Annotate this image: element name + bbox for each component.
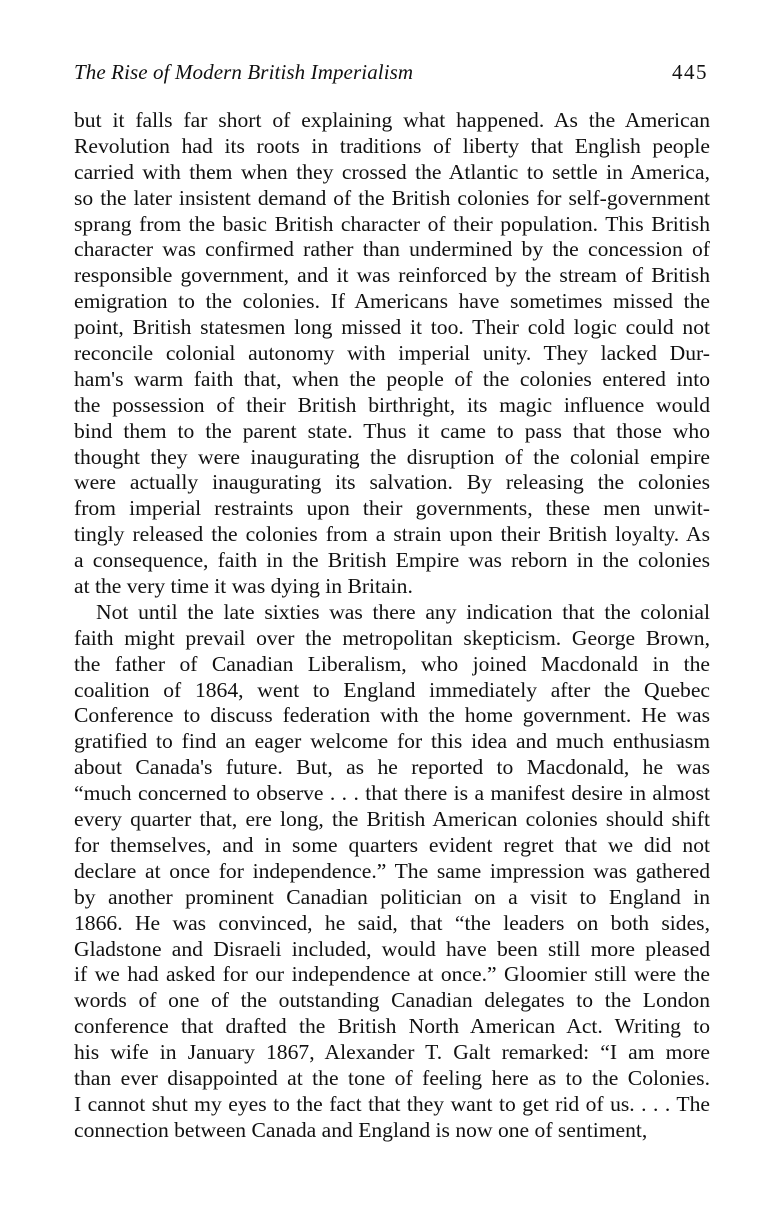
text-line: about Canada's future. But, as he reported to Macdonald, he was [74, 755, 710, 780]
text-line: connection between Canada and England is now one of sentiment, [74, 1117, 648, 1142]
text-line: the father of Canadian Liberalism, who joined Macdonald in the [74, 651, 710, 676]
text-line: words of one of the outstanding Canadian delegates to the London [74, 988, 710, 1013]
text-line: I cannot shut my eyes to the fact that they want to get rid of us. . . . The [74, 1091, 710, 1116]
text-line: from imperial restraints upon their governments, these men unwit- [74, 496, 710, 521]
paragraph [74, 600, 710, 1144]
text-line: point, British statesmen long missed it too. Their cold logic could not [74, 315, 710, 340]
text-line: thought they were inaugurating the disruption of the colonial empire [74, 444, 710, 469]
text-line: responsible government, and it was reinforced by the stream of British [74, 263, 710, 288]
text-line: character was confirmed rather than undermined by the concession of [74, 237, 710, 262]
text-line: than ever disappointed at the tone of feeling here as to the Colonies. [74, 1065, 710, 1090]
text-line: at the very time it was dying in Britain. [74, 574, 413, 599]
text-line: sprang from the basic British character of their population. This British [74, 211, 710, 236]
running-head [74, 60, 710, 94]
text-line: if we had asked for our independence at once.” Gloomier still were the [74, 962, 710, 987]
text-line: reconcile colonial autonomy with imperial unity. They lacked Dur- [74, 341, 710, 366]
text-line: so the later insistent demand of the British colonies for self-government [74, 185, 710, 210]
paragraph [74, 108, 710, 600]
text-line: carried with them when they crossed the Atlantic to settle in America, [74, 159, 710, 184]
text-line: conference that drafted the British North American Act. Writing to [74, 1014, 710, 1039]
text-line: every quarter that, ere long, the British American colonies should shift [74, 807, 710, 832]
text-line: for themselves, and in some quarters evident regret that we did not [74, 832, 710, 857]
text-line: the possession of their British birthright, its magic influence would [74, 392, 710, 417]
text-line: Gladstone and Disraeli included, would have been still more pleased [74, 936, 710, 961]
text-line: were actually inaugurating its salvation. By releasing the colonies [74, 470, 710, 495]
text-line: bind them to the parent state. Thus it came to pass that those who [74, 418, 710, 443]
text-line: 1866. He was convinced, he said, that “the leaders on both sides, [74, 910, 710, 935]
text-line: by another prominent Canadian politician on a visit to England in [74, 884, 710, 909]
text-line: faith might prevail over the metropolitan skepticism. George Brown, [74, 625, 710, 650]
text-line: Not until the late sixties was there any indication that the colonial [96, 599, 710, 624]
text-line: declare at once for independence.” The same impression was gathered [74, 858, 710, 883]
text-line: emigration to the colonies. If Americans have sometimes missed the [74, 289, 710, 314]
text-line: Revolution had its roots in traditions of liberty that English people [74, 133, 710, 158]
page-number: 445 [672, 60, 708, 84]
book-page [74, 60, 710, 1144]
text-line: but it falls far short of explaining what happened. As the American [74, 108, 710, 132]
running-title: The Rise of Modern British Imperialism [74, 60, 414, 84]
text-line: tingly released the colonies from a strain upon their British loyalty. As [74, 522, 710, 547]
text-line: a consequence, faith in the British Empire was reborn in the colonies [74, 548, 710, 573]
text-line: his wife in January 1867, Alexander T. Galt remarked: “I am more [74, 1040, 710, 1065]
text-line: coalition of 1864, went to England immediately after the Quebec [74, 677, 710, 702]
text-line: ham's warm faith that, when the people of the colonies entered into [74, 366, 710, 391]
text-line: gratified to find an eager welcome for this idea and much enthusiasm [74, 729, 710, 754]
body-text [74, 108, 710, 1144]
text-line: Conference to discuss federation with the home government. He was [74, 703, 710, 728]
text-line: “much concerned to observe . . . that there is a manifest desire in almost [74, 781, 710, 806]
